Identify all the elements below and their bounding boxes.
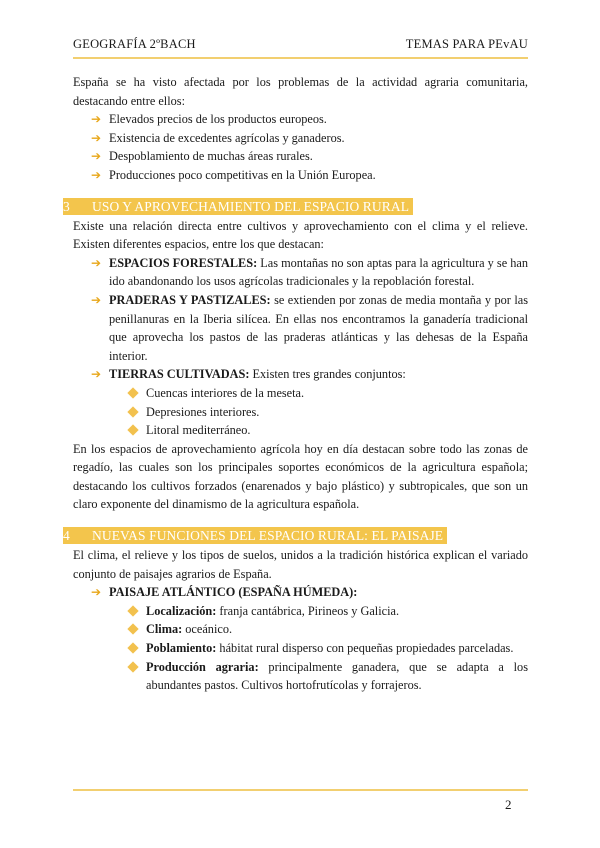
section-number: 4 xyxy=(63,528,70,544)
header-rule xyxy=(73,57,528,59)
diamond-icon xyxy=(127,406,138,417)
section-3-intro: Existe una relación directa entre cultivos y aprovechamiento con el clima y el relieve. Existen diferentes espacios, entre los que destacan: xyxy=(73,218,528,252)
diamond-icon xyxy=(127,624,138,635)
page-content xyxy=(63,73,529,695)
list-item: Localización: franja cantábrica, Pirineos y Galicia. xyxy=(73,602,528,621)
footer-rule xyxy=(73,789,528,791)
section-3-closing: En los espacios de aprovechamiento agrícola hoy en día destacan sobre todo las zonas de regadío, las cuales son los principales soportes económicos de la agricultura española; destacando los cultivos forzados (enarenados y bajo plástico) y subtropicales, que son un claro exponente del dinamismo de la agricultura española. xyxy=(73,441,528,512)
list-item: Clima: oceánico. xyxy=(73,620,528,639)
arrow-right-icon: ➔ xyxy=(91,255,102,270)
list-item: Producción agraria: principalmente ganadera, que se adapta a los abundantes pastos. Cultivos hortofrutícolas y forrajeros. xyxy=(73,658,528,695)
section-title: USO Y APROVECHAMIENTO DEL ESPACIO RURAL xyxy=(92,198,410,214)
header-topic: TEMAS PARA PEvAU xyxy=(405,37,528,51)
section-4-heading xyxy=(63,527,447,544)
page-header xyxy=(73,37,528,52)
list-item: ➔ Producciones poco competitivas en la Unión Europea. xyxy=(73,166,528,185)
diamond-icon xyxy=(127,661,138,672)
arrow-right-icon: ➔ xyxy=(91,585,102,600)
list-item: ➔ Existencia de excedentes agrícolas y ganaderos. xyxy=(73,129,528,148)
arrow-right-icon: ➔ xyxy=(91,367,102,382)
list-item: Cuencas interiores de la meseta. xyxy=(73,384,528,403)
list-item: ➔ Despoblamiento de muchas áreas rurales. xyxy=(73,147,528,166)
page-number: 2 xyxy=(505,797,512,812)
arrow-right-icon: ➔ xyxy=(91,292,102,307)
section-3-sublist xyxy=(73,384,528,440)
section-number: 3 xyxy=(63,198,70,214)
section-4-sublist xyxy=(73,602,528,695)
list-item: ➔ ESPACIOS FORESTALES: Las montañas no son aptas para la agricultura y se han ido abandonando los usos agrícolas tradicionales y la repoblación forestal. xyxy=(91,255,528,289)
diamond-icon xyxy=(127,642,138,653)
arrow-right-icon: ➔ xyxy=(91,112,102,127)
section-3-heading xyxy=(63,198,413,215)
intro-list xyxy=(73,110,528,184)
list-item: Poblamiento: hábitat rural disperso con pequeñas propiedades parceladas. xyxy=(73,639,528,658)
section-4-list xyxy=(73,583,528,602)
list-item: ➔ PRADERAS Y PASTIZALES: se extienden por zonas de media montaña y por las penillanuras en la Iberia silícea. En ellas nos encontramos la ganadería tradicional que aprovecha los pastos de las praderas atlánticas y las dehesas de la España interior. xyxy=(91,292,529,363)
arrow-right-icon: ➔ xyxy=(91,167,102,182)
section-3-list xyxy=(73,254,528,384)
diamond-icon xyxy=(127,424,138,435)
section-4-intro: El clima, el relieve y los tipos de suelos, unidos a la tradición histórica explican el variado conjunto de paisajes agrarios de España. xyxy=(73,548,528,581)
list-item: ➔ TIERRAS CULTIVADAS: Existen tres grandes conjuntos: xyxy=(73,365,528,384)
diamond-icon xyxy=(127,605,138,616)
list-item: Litoral mediterráneo. xyxy=(73,421,528,440)
header-subject: GEOGRAFÍA 2ºBACH xyxy=(73,37,196,51)
list-item: ➔ PAISAJE ATLÁNTICO (ESPAÑA HÚMEDA): xyxy=(73,583,528,602)
section-title: NUEVAS FUNCIONES DEL ESPACIO RURAL: EL PAISAJE xyxy=(92,528,444,544)
list-item: Depresiones interiores. xyxy=(73,403,528,422)
list-item: ➔ Elevados precios de los productos europeos. xyxy=(73,110,528,129)
arrow-right-icon: ➔ xyxy=(91,149,102,164)
diamond-icon xyxy=(127,387,138,398)
arrow-right-icon: ➔ xyxy=(91,130,102,145)
intro-paragraph: España se ha visto afectada por los problemas de la actividad agraria comunitaria, destacando entre ellos: xyxy=(73,75,528,108)
